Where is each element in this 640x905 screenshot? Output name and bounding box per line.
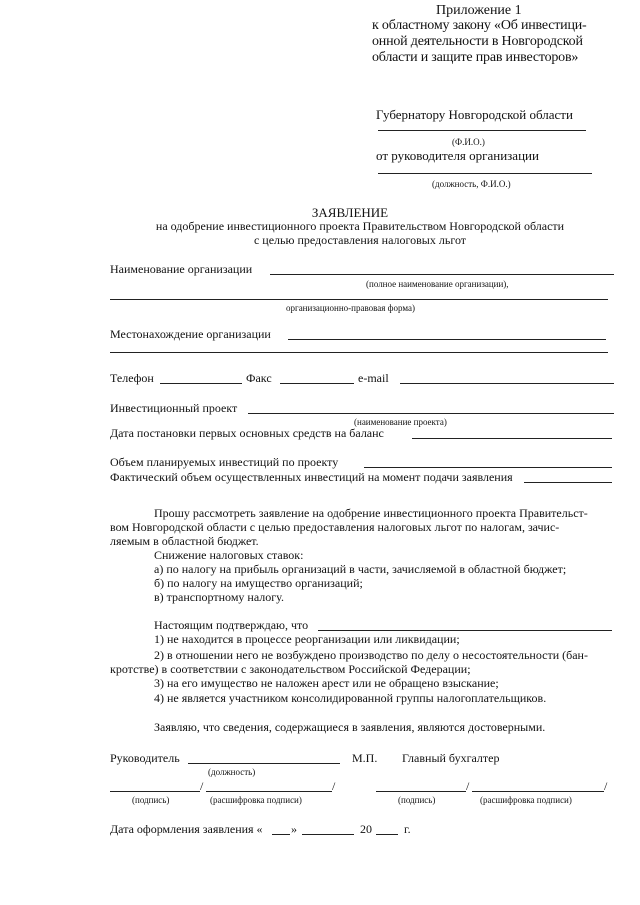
project-line[interactable] [248,413,614,414]
location-line-1[interactable] [288,339,606,340]
accountant-slash-1: / [466,779,470,793]
governor-fio-line[interactable] [378,130,586,131]
phone-line[interactable] [160,383,242,384]
org-name-line[interactable] [270,274,614,275]
accountant-label: Главный бухгалтер [402,751,500,765]
appendix-line-1: к областному закону «Об инвестици- [372,18,587,33]
confirm-item-1: 1) не находится в процессе реорганизации или ликвидации; [154,632,460,646]
head-position-field[interactable] [188,763,340,764]
head-position-line[interactable] [378,173,592,174]
confirm-item-4: 4) не является участником консолидированной группы налогоплательщиков. [154,691,547,705]
date-month-field[interactable] [302,834,354,835]
reduction-heading: Снижение налоговых ставок: [154,548,304,562]
actual-investments-line[interactable] [524,482,612,483]
planned-investments-line[interactable] [364,467,612,468]
accountant-decode-caption: (расшифровка подписи) [480,795,572,805]
request-line-3: ляемым в областной бюджет. [110,534,259,548]
appendix-line-2: онной деятельности в Новгородской [372,34,583,49]
org-name-caption: (полное наименование организации), [366,279,509,289]
assets-date-label: Дата постановки первых основных средств на баланс [110,426,384,440]
position-fio-caption: (должность, Ф.И.О.) [432,179,511,189]
heading-subtitle-1: на одобрение инвестиционного проекта Правительством Новгородской области [155,219,565,233]
declaration: Заявляю, что сведения, содержащиеся в заявления, являются достоверными. [154,720,546,734]
date-label: Дата оформления заявления « [110,822,263,836]
confirm-line[interactable] [318,630,612,631]
head-decode-line[interactable] [206,791,332,792]
assets-date-line[interactable] [412,438,612,439]
document-title: ЗАЯВЛЕНИЕ [311,205,389,220]
confirm-label: Настоящим подтверждаю, что [154,618,309,632]
actual-investments-label: Фактический объем осуществленных инвестиций на момент подачи заявления [110,470,513,484]
email-line[interactable] [400,383,614,384]
head-sign-caption: (подпись) [132,795,170,805]
head-signature-line[interactable] [110,791,200,792]
email-label: e-mail [358,371,389,385]
accountant-sign-caption: (подпись) [398,795,436,805]
addressee-to: Губернатору Новгородской области [376,107,573,122]
date-year-field[interactable] [376,834,398,835]
head-decode-caption: (расшифровка подписи) [210,795,302,805]
addressee-from: от руководителя организации [376,148,539,163]
phone-label: Телефон [110,371,154,385]
reduction-item-c: в) транспортному налогу. [154,590,284,604]
request-line-1: Прошу рассмотреть заявление на одобрение инвестиционного проекта Правительст- [154,506,588,520]
head-slash-2: / [332,779,336,793]
reduction-item-b: б) по налогу на имущество организаций; [154,576,363,590]
fax-line[interactable] [280,383,354,384]
org-form-line[interactable] [110,299,608,300]
fio-caption: (Ф.И.О.) [452,137,485,147]
heading-subtitle-2: с целью предоставления налоговых льгот [253,233,467,247]
confirm-item-2-line-2: кротстве) в соответствии с законодательством Российской Федерации; [110,662,471,676]
location-line-2[interactable] [110,352,608,353]
date-year-suffix: г. [404,822,411,836]
location-label: Местонахождение организации [110,327,271,341]
project-caption: (наименование проекта) [354,417,447,427]
org-form-caption: организационно-правовая форма) [286,303,415,313]
head-position-caption: (должность) [208,767,256,777]
project-label: Инвестиционный проект [110,401,238,415]
accountant-decode-line[interactable] [472,791,604,792]
date-quote-close: » [291,822,297,836]
confirm-item-3: 3) на его имущество не наложен арест или не обращено взыскание; [154,676,499,690]
org-name-label: Наименование организации [110,262,253,276]
accountant-signature-line[interactable] [376,791,466,792]
confirm-item-2-line-1: 2) в отношении него не возбуждено производство по делу о несостоятельности (бан- [154,648,588,662]
head-label: Руководитель [110,751,180,765]
appendix-line-3: области и защите прав инвесторов» [372,50,579,65]
date-day-field[interactable] [272,834,290,835]
reduction-item-a: а) по налогу на прибыль организаций в части, зачисляемой в областной бюджет; [154,562,567,576]
fax-label: Факс [246,371,272,385]
planned-investments-label: Объем планируемых инвестиций по проекту [110,455,339,469]
accountant-slash-2: / [604,779,608,793]
head-slash-1: / [200,779,204,793]
appendix-title: Приложение 1 [436,3,522,18]
date-year-prefix: 20 [360,822,372,836]
stamp-label: М.П. [352,751,378,765]
request-line-2: вом Новгородской области с целью предоставления налоговых льгот по налогам, зачис- [110,520,560,534]
